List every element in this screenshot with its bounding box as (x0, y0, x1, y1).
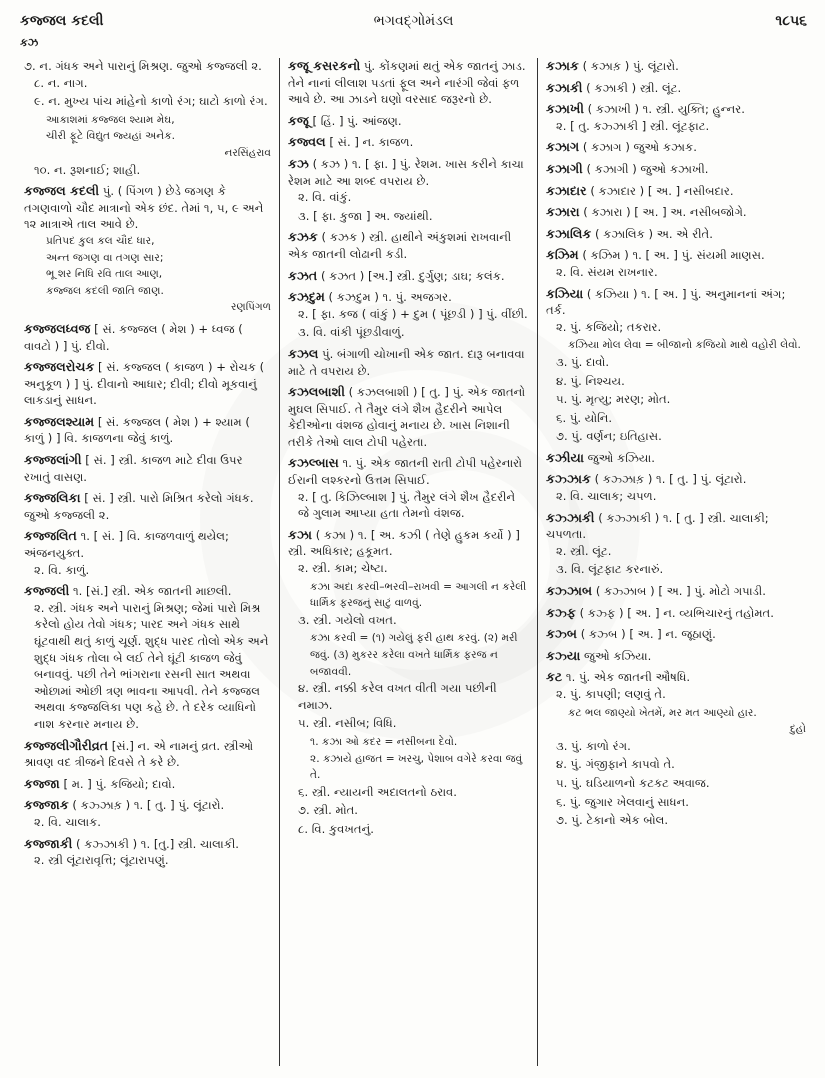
sense-line: ૭. સ્ત્રી. મોત. (298, 803, 358, 818)
definition-text: ૨. સ્ત્રી. લૂંટ. (556, 543, 612, 558)
entry-line (546, 183, 806, 200)
definition-text: ૩. વિ. વાંકી પૂંછડીવાળું. (298, 325, 405, 340)
definition-text: ૨. વિ. કાળું. (34, 562, 90, 577)
headword: કઝાગી (546, 160, 583, 176)
definition-text: ( કઝ ) ૧. [ ફા. ] પું. રેશમ. ખાસ કરીને કાચા રેશમ માટે આ શબ્દ વપરાય છે. (288, 156, 524, 188)
entry-line (24, 583, 271, 600)
sense-line: ૪. સ્ત્રી. નક્કી કરેલ વખત વીતી ગયા પછીની નમાઝ. (298, 681, 497, 712)
dictionary-entry (24, 452, 271, 485)
definition-text: ( કઝ્ફ ) [ અ. ] ન. વ્યભિચારનું તહોમત. (579, 605, 774, 620)
left-guideword: કજ્જલ કદલી (20, 13, 104, 29)
headword: કઝીયા (546, 449, 584, 465)
entry-line (288, 455, 529, 488)
dictionary-entry (24, 797, 271, 830)
dictionary-entry (546, 161, 806, 178)
definition-text: ૨. સ્ત્રી. કામ; ચેષ્ટા. (298, 561, 388, 576)
dictionary-entry (546, 247, 806, 280)
definition-text: ( કઝારા ) [ અ. ] અ. નસીબજોગે. (583, 205, 747, 220)
headword: કઝલ્બાસ (288, 455, 339, 471)
headword: કજ્જાકી (24, 835, 73, 851)
dictionary-entry (546, 58, 806, 75)
entry-line (298, 489, 529, 522)
dictionary-entry (24, 321, 271, 354)
entry-line (546, 648, 806, 665)
entry-line (24, 797, 271, 814)
headword: કજ્જલધ્વજ (24, 320, 91, 336)
entry-line (288, 134, 529, 151)
entry-line (546, 626, 806, 643)
definition-text: ( કઝાગ ) જુઓ કઝાક. (582, 140, 697, 155)
headword: કજૂ (288, 112, 309, 128)
dictionary-entry (24, 583, 271, 732)
dictionary-entry (24, 836, 271, 869)
dictionary-entry (24, 359, 271, 409)
definition-text: ( કઝ્ઝાબ ) [ અ. ] પું. મોટો ગપાડી. (595, 584, 766, 599)
column-2 (280, 58, 538, 1066)
entry-line (288, 527, 529, 560)
dictionary-entry (546, 226, 806, 243)
entry-line (546, 226, 806, 243)
entry-line (556, 264, 806, 281)
entry-line (24, 58, 271, 75)
definition-text: ૨. પું. કાપણી; લણવું તે. (556, 687, 666, 701)
definition-text: ૩. [ ફા. કુજા ] અ. જ્યાંથી. (298, 208, 433, 223)
headword: કઝ્યા (546, 647, 581, 663)
entry-line (298, 324, 529, 341)
sense-line: ૩. સ્ત્રી. ગયેલો વખત. (298, 612, 397, 627)
headword: કજ્જલ કદલી (24, 183, 100, 199)
sense-line: ૬. સ્ત્રી. ન્યાયની અદાલતનો ઠરાવ. (298, 784, 457, 799)
entry-line (288, 229, 529, 262)
headword: કજૂ કસરકનો (288, 58, 361, 73)
headword: કઝાગ (546, 139, 580, 155)
entry-line (556, 561, 806, 578)
dictionary-entry (288, 384, 529, 450)
dictionary-columns (18, 58, 814, 1066)
dictionary-entry (546, 605, 806, 622)
definition-text: ( કઝલબાશી ) [ તુ. ] પું. એક જાતનો મુઘલ સિપાઈ. તે તૈમુર લંગે શૈખ હૈદરીને આપેલ કેદીઓના વંશજ હોવાનું મનાય છે. ખાસ નિશાની તરીકે તેઓ લાલ ટોપી પહેરતા. (288, 385, 526, 449)
dictionary-entry (24, 776, 271, 793)
definition-text: [ સં. કજ્જલ ( કાજળ ) + રોચક ( અનુકૂળ ) ] પું. દીવાનો આધાર; દીવી; દીવો મૂકવાનું લાકડાનું સાધન. (24, 360, 265, 408)
definition-text: ( કઝાલિક ) અ. એ રીતે. (594, 226, 713, 241)
sense-line: ૪. પું. નિશ્ચય. (556, 373, 625, 388)
quotation-line: પ્રતિપદ કુલ કલ ચૌદ ધાર, (46, 234, 155, 247)
definition-text: ૨. સ્ત્રી લૂંટારાવૃત્તિ; લૂંટારાપણું. (34, 853, 169, 868)
page-header (20, 10, 807, 32)
dictionary-entry (24, 183, 271, 316)
page-number: ૧૮૫૬ (775, 13, 807, 29)
dictionary-entry (546, 626, 806, 643)
entry-line (34, 562, 271, 579)
entry-line (288, 289, 529, 306)
entry-line (24, 738, 271, 771)
column-3 (538, 58, 814, 1066)
dictionary-entry (288, 346, 529, 379)
entry-line (546, 247, 806, 264)
definition-text: [ સં. ] સ્ત્રી. કાજળ માટે દીવા ઉપર રખાતું વાસણ. (24, 453, 243, 484)
dictionary-entry (288, 58, 529, 108)
column-1 (18, 58, 280, 1066)
headword: કઝ (288, 155, 309, 171)
quotation-line: અન્ત જગણ વા તગણ સાર; (46, 251, 164, 264)
dictionary-entry (288, 289, 529, 341)
entry-line (546, 471, 806, 488)
dictionary-entry (24, 528, 271, 578)
dictionary-entry (288, 229, 529, 262)
entry-line (546, 139, 806, 156)
entry-line (546, 286, 806, 319)
dictionary-entry (546, 471, 806, 504)
sense-line: ૮. વિ. કુવખતનું. (298, 821, 374, 836)
page-title: ભગવદ્ગોમંડલ (373, 13, 454, 29)
definition-text: [ સં. ] સ્ત્રી. પારો મિશ્રિત કરેલો ગંધક. જુઓ કજ્જલી ૨. (24, 491, 254, 522)
entry-line (24, 836, 271, 853)
entry-line (34, 852, 271, 869)
headword: કઝિયા (546, 285, 584, 301)
entry-line (546, 450, 806, 467)
quotation-line: કઝા અદા કરવી–ભરવી–રાખવી = આગલી ન કરેલી ધાર્મિક ફરજનું સાટું વાળવું. (310, 580, 527, 610)
sense-line: ૧૦. ન. રૂશનાઈ; શાહી. (34, 162, 141, 177)
definition-text: ૩. વિ. લૂંટફાટ કરનારું. (556, 562, 664, 577)
attribution-text: રણપિંગળ (231, 301, 271, 314)
headword: કઝિમ (546, 247, 579, 263)
headword: કઝારા (546, 204, 580, 220)
sub-guideword: કઝ (20, 36, 39, 49)
definition-text: પું. બંગાળી ચોખાની એક જાત. દારૂ બનાવવા માટે તે વપરાય છે. (288, 346, 525, 378)
quotation-attribution (46, 299, 271, 316)
definition-text: [સં.] ન. એ નામનું વ્રત. સ્ત્રીઓ શ્રાવણ વદ ત્રીજને દિવસે તે કરે છે. (24, 738, 254, 770)
entry-line (546, 58, 806, 75)
headword: કઝ્ઝાકી (546, 509, 595, 525)
dictionary-entry (24, 58, 271, 178)
quotation-attribution (46, 145, 271, 162)
definition-text: જુઓ કઝિયા. (587, 450, 655, 465)
definition-text: ( કઝિમ ) ૧. [ અ. ] પું. સંયમી માણસ. (582, 248, 765, 263)
entry-line (298, 208, 529, 225)
headword: કજ્જલિત (24, 528, 77, 544)
attribution-text: દુહો (789, 723, 806, 736)
definition-text: ૯. ન. મુખ્ય પાંચ માંહેનો કાળો રંગ; ઘાટો કાળો રંગ. (34, 94, 268, 109)
definition-text: [ સં. ] ન. કાજળ. (329, 135, 414, 150)
definition-text: ૨. વિ. વાંકું. (298, 190, 352, 205)
attribution-text: નરસિંહરાવ (224, 146, 271, 159)
dictionary-entry (546, 80, 806, 97)
headword: કજ્જલાંગી (24, 452, 82, 468)
entry-line (288, 268, 529, 285)
definition-text: ( કઝાક઼ ) પું. લૂંટારો. (582, 59, 679, 73)
definition-text: ( કઝ્ઝાક઼ ) ૧. [ તુ. ] પું. લૂંટારો. (594, 472, 747, 487)
entry-line (288, 58, 529, 108)
definition-text: ૨. વિ. ચાલાક; ચપળ. (556, 489, 657, 504)
entry-line (24, 776, 271, 793)
quotation-attribution (568, 721, 806, 738)
dictionary-entry (288, 156, 529, 224)
headword: કઝદુમ (288, 289, 325, 305)
dictionary-entry (546, 139, 806, 156)
entry-line (34, 75, 271, 92)
definition-text: ( કઝ્ઝાકી ) ૧. [ તુ. ] સ્ત્રી. ચાલાકી; ચપળતા. (546, 510, 769, 542)
quotation-line: કટ ભલ જાણ્યો ખેતમેં, મર મત આણ્યો હાર. (568, 706, 757, 719)
headword: કજ્જલીગૌરીવ્રત (24, 737, 109, 753)
definition-text: ૭. ન. ગંધક અને પારાનું મિશ્રણ. જુઓ કજ્જલી ૨. (24, 59, 262, 73)
headword: કઝાકી (546, 79, 583, 95)
definition-text: જુઓ કઝિયા. (584, 648, 652, 663)
quotation-line: કઝિયા મોલ લેવા = બીજાનો કજિયો માથે વહોરી લેવો. (568, 339, 801, 352)
definition-text: ૨. વિ. સંયમ રાખનાર. (556, 264, 658, 279)
definition-text: ( કઝ્ઝાકી ) ૧. [તુ.] સ્ત્રી. ચાલાકી. (76, 836, 239, 851)
entry-line (546, 101, 806, 118)
entry-line (556, 488, 806, 505)
definition-text: ( કઝાખી ) ૧. સ્ત્રી. યુક્તિ; હુન્નર. (587, 102, 745, 117)
sense-line: ૩. પું. કાળો રંગ. (556, 738, 631, 753)
definition-text: ( કઝાગી ) જુઓ કઝાખી. (586, 161, 709, 176)
definition-text: ( કઝદુમ ) ૧. પું. અજગર. (328, 290, 452, 305)
definition-text: ( કઝા ) ૧. [ અ. કઝી ( તેણે હુકમ કર્યો ) ] સ્ત્રી. અધિકાર; હકૂમત. (288, 527, 520, 559)
headword: કઝાદાર (546, 182, 587, 198)
definition-text: ( કઝ્ઝાક઼ ) ૧. [ તુ. ] પું. લૂંટારો. (72, 798, 225, 813)
entry-line (556, 118, 806, 135)
dictionary-entry (546, 669, 806, 828)
dictionary-entry (288, 113, 529, 130)
sense-line: ૬. પું. જુગાર ખેલવાનું સાધન. (556, 794, 689, 809)
headword: કજ્જલશ્યામ (24, 413, 95, 429)
sense-line: ૫. પું. મૃત્યુ; મરણ; મોત. (556, 392, 671, 407)
dictionary-entry (546, 450, 806, 467)
sense-line: ૫. પું. ઘડિયાળનો કટકટ અવાજ. (556, 775, 710, 790)
entry-line (546, 510, 806, 543)
entry-line (288, 113, 529, 130)
entry-line (546, 80, 806, 97)
dictionary-entry (24, 490, 271, 523)
quotation-line: કઝા કરવી = (૧) ગયેલું ફરી હાથ કરવું. (૨) મરી જવું. (૩) મુકરર કરેલા વખતે ધાર્મિક ફરજ ન બજાવવી. (310, 632, 518, 678)
entry-line (288, 384, 529, 450)
definition-text: ૨. સ્ત્રી. ગંધક અને પારાનું મિશ્રણ; જેમાં પારો મિશ્ર કરેલો હોય તેવો ગંધક; પારદ અને ગંધક સાથે ઘૂંટવાથી થતું કાળું ચૂર્ણ. શુદ્ધ પારદ તોલો એક અને શુદ્ધ ગંધક તોલા બે લઈ તેને ઘૂંટી કાજળ જેવું બનાવવું. પછી તેને ભાંગરાના રસની સાત અથવા ઓછામાં ઓછી ત્રણ ભાવના આપવી. તેને કજ્જલ અથવા કજ્જલિકા પણ કહે છે. તે દરેક વ્યાધિનો નાશ કરનાર મનાય છે. (34, 600, 269, 731)
dictionary-entry (546, 204, 806, 221)
entry-line (298, 189, 529, 206)
headword: કજ્જલી (24, 583, 70, 599)
definition-text: પું. કોંકણમાં થતું એક જાતનું ઝાડ. તેને નાનાં લીલાશ પડતાં ફૂલ અને નારંગી જેવાં ફળ આવે છે. આ ઝાડને ઘણો વરસાદ જરૂરનો છે. (288, 59, 526, 107)
headword: કજ્વલ (288, 134, 326, 150)
dictionary-entry (288, 134, 529, 151)
sense-line: ૭. પું. વર્ણન; ઇતિહાસ. (556, 429, 662, 444)
entry-line (288, 156, 529, 189)
dictionary-entry (288, 527, 529, 838)
entry-line (24, 183, 271, 233)
definition-text: ( કઝાકી ) સ્ત્રી. લૂંટ. (586, 80, 682, 95)
sense-line: ૬. પું. યોનિ. (556, 410, 613, 425)
definition-text: [ હિં. ] પું. આંજણ. (312, 113, 402, 128)
dictionary-entry (546, 183, 806, 200)
quotation-line: ૨. કઝાયે હાજત = ખરચુ, પેશાબ વગેરે કરવા જવું તે. (310, 752, 523, 782)
entry-line (24, 528, 271, 561)
quotation-line: ભૂ શર નિધિ રવિ તાલ આણ, (46, 268, 163, 281)
definition-text: ( કઝક ) સ્ત્રી. હાથીને અંકુશમાં રાખવાની એક જાતની લોઢાની કડી. (288, 230, 512, 261)
entry-line (556, 319, 806, 336)
headword: કઝ્બ (546, 626, 578, 642)
quotation-line: આકાશમાં કજ્જલ શ્યામ મેઘ, (46, 113, 175, 126)
quotation-line: કજ્જલ કદલી જાતિ જાણ. (46, 284, 164, 297)
definition-text: ૨. [ ફા. કજ ( વાંકું ) + દુમ ( પૂંછડી ) ] પું. વીંછી. (298, 306, 528, 321)
headword: કઝ્ઝાક (546, 471, 591, 487)
entry-line (24, 414, 271, 447)
dictionary-entry (546, 648, 806, 665)
entry-line (24, 321, 271, 354)
sense-line: ૫. સ્ત્રી. નસીબ; વિધિ. (298, 716, 397, 731)
dictionary-entry (24, 414, 271, 447)
entry-line (288, 346, 529, 379)
definition-text: [ સં. કજ્જલ ( મેશ ) + શ્યામ ( કાળું ) ] વિ. કાજળના જેવું કાળું. (24, 414, 250, 446)
headword: કઝ્ફ (546, 604, 576, 620)
headword: કજ્જાક (24, 797, 69, 813)
entry-line (298, 306, 529, 323)
headword: કજ્જલરોચક (24, 359, 95, 375)
dictionary-entry (24, 738, 271, 771)
definition-text: ૨. પું. કજિયો; તકરાર. (556, 319, 662, 334)
sense-line: ૩. પું. દાવો. (556, 354, 610, 369)
definition-text: ૧. [ સં. ] વિ. કાજળવાળું થયેલ; અંજનયુક્ત. (24, 529, 229, 561)
definition-text: ૧. પું. એક જાતની રાતી ટોપી પહેરનારો ઈરાની લશ્કરનો ઉત્તમ સિપાઈ. (288, 456, 523, 488)
entry-line (546, 583, 806, 600)
entry-line (34, 600, 271, 733)
sense-line: ૭. પું. ટેકાનો એક બોલ. (556, 813, 669, 828)
entry-line (34, 814, 271, 831)
entry-line (556, 686, 806, 703)
headword: કઝક (288, 229, 318, 245)
headword: કજ્જા (24, 775, 60, 791)
headword: કઝાખી (546, 101, 584, 117)
entry-line (24, 490, 271, 523)
headword: કજ્જલિકા (24, 490, 81, 506)
definition-text: [ સં. કજ્જલ ( મેશ ) + ધ્વજ ( વાવટો ) ] પું. દીવો. (24, 321, 243, 353)
definition-text: ( કઝ્બ ) [ અ. ] ન. જૂઠાણું. (580, 627, 716, 642)
dictionary-entry (546, 583, 806, 600)
dictionary-entry (546, 101, 806, 134)
definition-text: પું. ( પિંગળ ) છેડે જગણ કે તગણવાળો ચૌદ માત્રાનો એક છંદ. તેમાં ૧, ૫, ૯ અને ૧૨ માત્રાએ તાલ આવે છે. (24, 184, 264, 232)
quotation-line: ૧. કઝા ઓ કદર = નસીબના દેવો. (310, 735, 458, 748)
entry-line (546, 204, 806, 221)
definition-text: ( કઝિયા ) ૧. [ અ. ] પું. અનુમાનનાં અંગ; તર્ક. (546, 286, 786, 318)
definition-text: ૨. [ તુ. કિઝિલ્બાશ ] પું. તૈમુર લંગે શૈખ હૈદરીને જે ગુલામ આપ્યા હતા તેમનો વંશજ. (298, 489, 516, 521)
headword: કઝત (288, 267, 318, 283)
definition-text: [ મ. ] પું. કજિયો; દાવો. (63, 776, 176, 791)
definition-text: ૨. [ તુ. કઝ્ઝાકી ] સ્ત્રી. લૂંટફાટ. (556, 118, 710, 133)
definition-text: ૧. [સં.] સ્ત્રી. એક જાતની માછલી. (73, 584, 232, 599)
headword: કઝાક (546, 58, 579, 73)
sense-line: ૪. પું. ગંજીફાને કાપવો તે. (556, 757, 675, 772)
entry-line (556, 543, 806, 560)
entry-line (24, 359, 271, 409)
headword: કઝલ (288, 345, 319, 361)
dictionary-entry (288, 455, 529, 521)
entry-line (546, 161, 806, 178)
definition-text: ૧. પું. એક જાતની ઔષધિ. (565, 670, 691, 685)
entry-line (546, 605, 806, 622)
dictionary-entry (546, 510, 806, 578)
entry-line (298, 560, 529, 577)
quotation-line: ચીરી ફૂટે વિદ્યુત જ્યહાં અનેક. (46, 130, 176, 143)
entry-line (34, 93, 271, 110)
headword: કઝ્ઝાબ (546, 583, 593, 599)
definition-text: ( કઝત ) [અ.] સ્ત્રી. દુર્ગુણ; ડાઘ; કલંક. (320, 268, 505, 283)
definition-text: ૨. વિ. ચાલાક. (34, 814, 101, 829)
dictionary-entry (546, 286, 806, 445)
headword: કઝા (288, 526, 312, 542)
dictionary-entry (288, 268, 529, 285)
headword: કઝલબાશી (288, 384, 345, 400)
definition-text: ૮. ન. નાગ. (34, 75, 88, 90)
entry-line (24, 452, 271, 485)
definition-text: ( કઝાદાર ) [ અ. ] નસીબદાર. (590, 183, 734, 198)
entry-line (546, 669, 806, 686)
headword: કઝાલિક (546, 225, 592, 241)
headword: કટ (546, 669, 563, 685)
